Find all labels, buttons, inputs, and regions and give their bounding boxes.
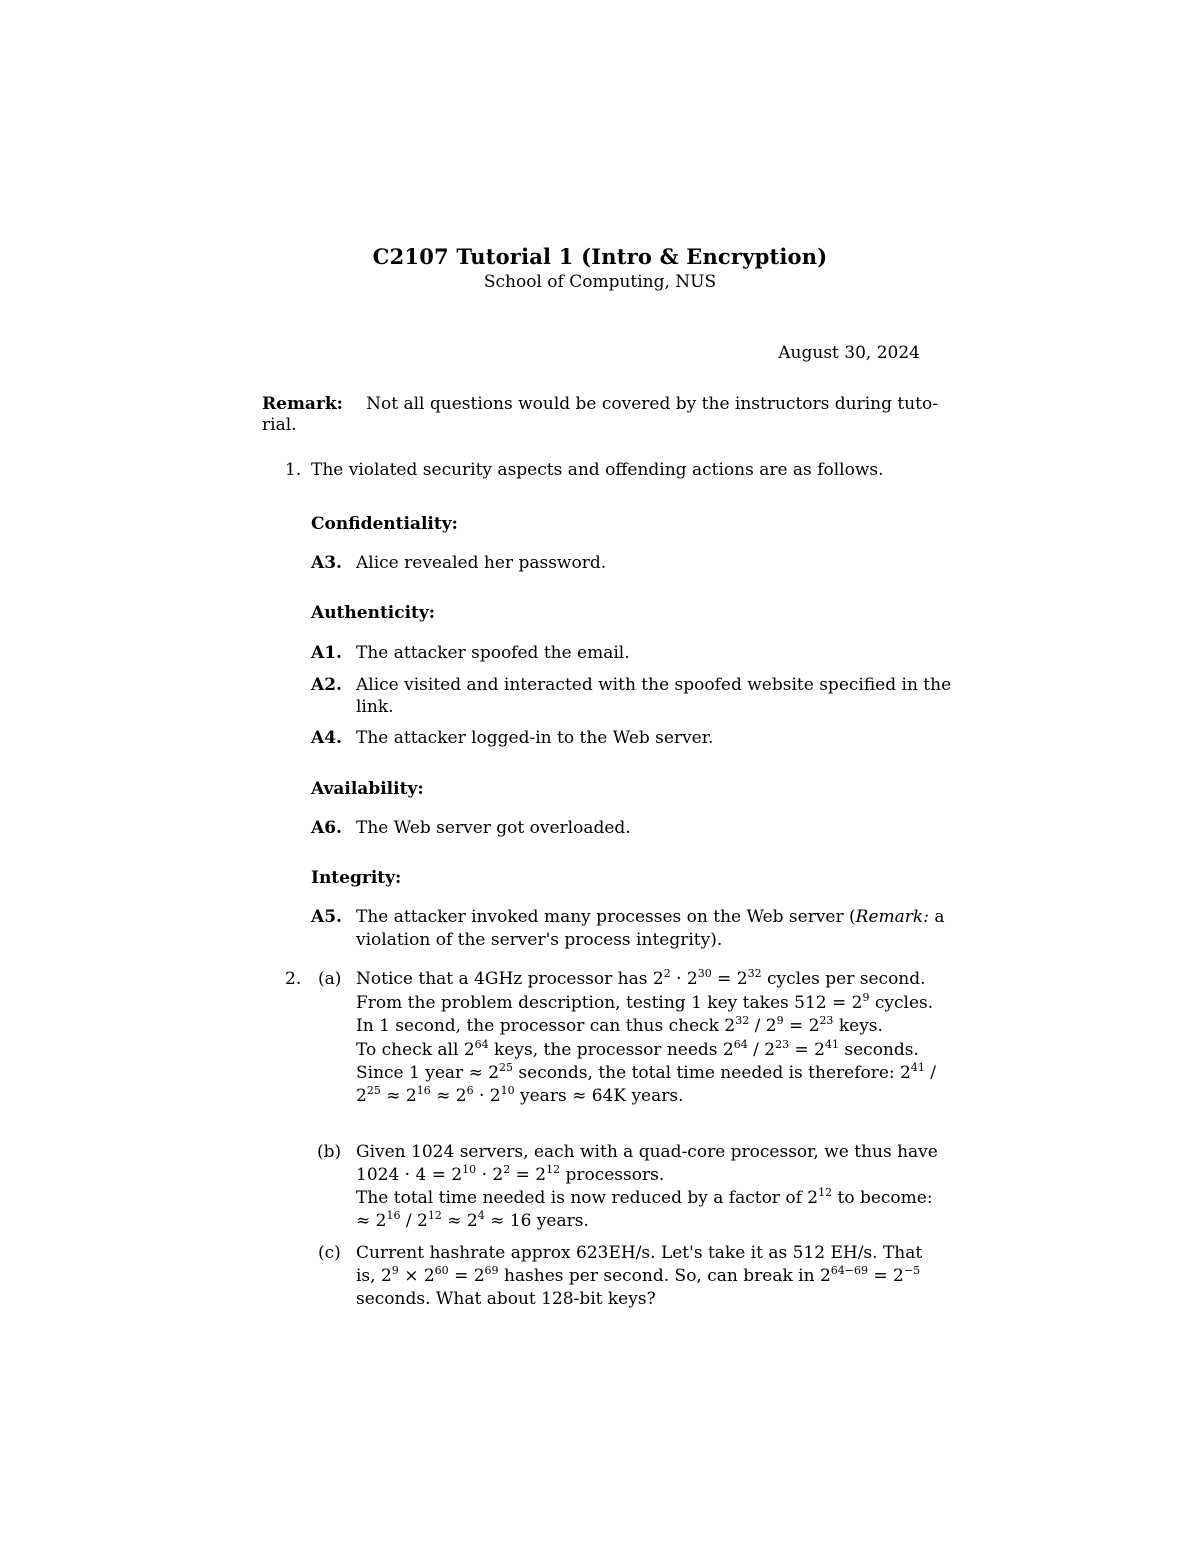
q2-number: 2. [285, 969, 302, 989]
remark-label: Remark: [262, 394, 343, 414]
a6-text: The Web server got overloaded. [356, 818, 631, 838]
q2a-line3: In 1 second, the processor can thus check $2^{32} / 2^9 = 2^{23}$ keys. [356, 1014, 883, 1036]
a4-label: A4. [311, 728, 342, 748]
a2-text-line1: Alice visited and interacted with the spoofed website specified in the [356, 675, 952, 695]
q2b-line1: Given 1024 servers, each with a quad-core processor, we thus have [356, 1142, 938, 1162]
integrity-heading: Integrity: [311, 868, 402, 888]
q2a-line5: Since 1 year ≈ $2^{25}$ seconds, the total time needed is therefore: $2^{41}$ / [356, 1061, 937, 1083]
a2-label: A2. [311, 675, 342, 695]
q2a-line4: To check all $2^{64}$ keys, the processor needs $2^{64} / 2^{23} = 2^{41}$ seconds. [356, 1038, 919, 1060]
a5-label: A5. [311, 907, 342, 927]
document-title: C2107 Tutorial 1 (Intro & Encryption) [372, 244, 828, 269]
q2a-line6: $2^{25} \approx 2^{16} \approx 2^6 \cdot 2^{10}$ years ≈ 64K years. [356, 1084, 684, 1106]
q2a-line2: From the problem description, testing 1 key takes $512 = 2^9$ cycles. [356, 991, 934, 1013]
a1-text: The attacker spoofed the email. [356, 643, 630, 663]
remark-text-line1: Not all questions would be covered by the instructors during tuto- [366, 394, 938, 414]
q2b-line2: $1024 \cdot 4 = 2^{10} \cdot 2^2 = 2^{12}$ processors. [356, 1163, 665, 1185]
q2c-label: (c) [318, 1243, 341, 1263]
q2b-line3: The total time needed is now reduced by a factor of $2^{12}$ to become: [356, 1186, 933, 1208]
a2-text-line2: link. [356, 697, 394, 717]
q2b-line4: ≈ $2^{16} / 2^{12} \approx 2^4 \approx 16$ years. [356, 1209, 589, 1231]
document-date: August 30, 2024 [778, 343, 920, 363]
a6-label: A6. [311, 818, 342, 838]
q2a-line1: Notice that a 4GHz processor has $2^2 \cdot 2^{30} = 2^{32}$ cycles per second. [356, 967, 926, 989]
q1-number: 1. [285, 460, 302, 480]
availability-heading: Availability: [311, 779, 424, 799]
remark [262, 394, 938, 435]
a5-remark-label: Remark: [855, 907, 929, 927]
q2c-line2: is, $2^9 \times 2^{60} = 2^{69}$ hashes per second. So, can break in $2^{64-69} = 2^{-5}$ [356, 1264, 921, 1286]
a1-label: A1. [311, 643, 342, 663]
a3-text: Alice revealed her password. [356, 553, 607, 573]
document-subtitle: School of Computing, NUS [483, 272, 717, 292]
q2c-line1: Current hashrate approx 623EH/s. Let's take it as 512 EH/s. That [356, 1243, 923, 1263]
a5-text-line1: The attacker invoked many processes on the Web server (Remark: a [356, 907, 945, 927]
a3-label: A3. [311, 553, 342, 573]
remark-text-line2: rial. [262, 415, 297, 435]
authenticity-heading: Authenticity: [311, 603, 436, 623]
a5-text-line2: violation of the server's process integrity). [356, 930, 723, 950]
q2b-label: (b) [317, 1142, 342, 1162]
a4-text: The attacker logged-in to the Web server. [356, 728, 714, 748]
q2c-line3: seconds. What about 128-bit keys? [356, 1289, 656, 1309]
q1-intro: The violated security aspects and offending actions are as follows. [311, 460, 884, 480]
q2a-label: (a) [318, 969, 342, 989]
confidentiality-heading: Confidentiality: [311, 514, 458, 534]
